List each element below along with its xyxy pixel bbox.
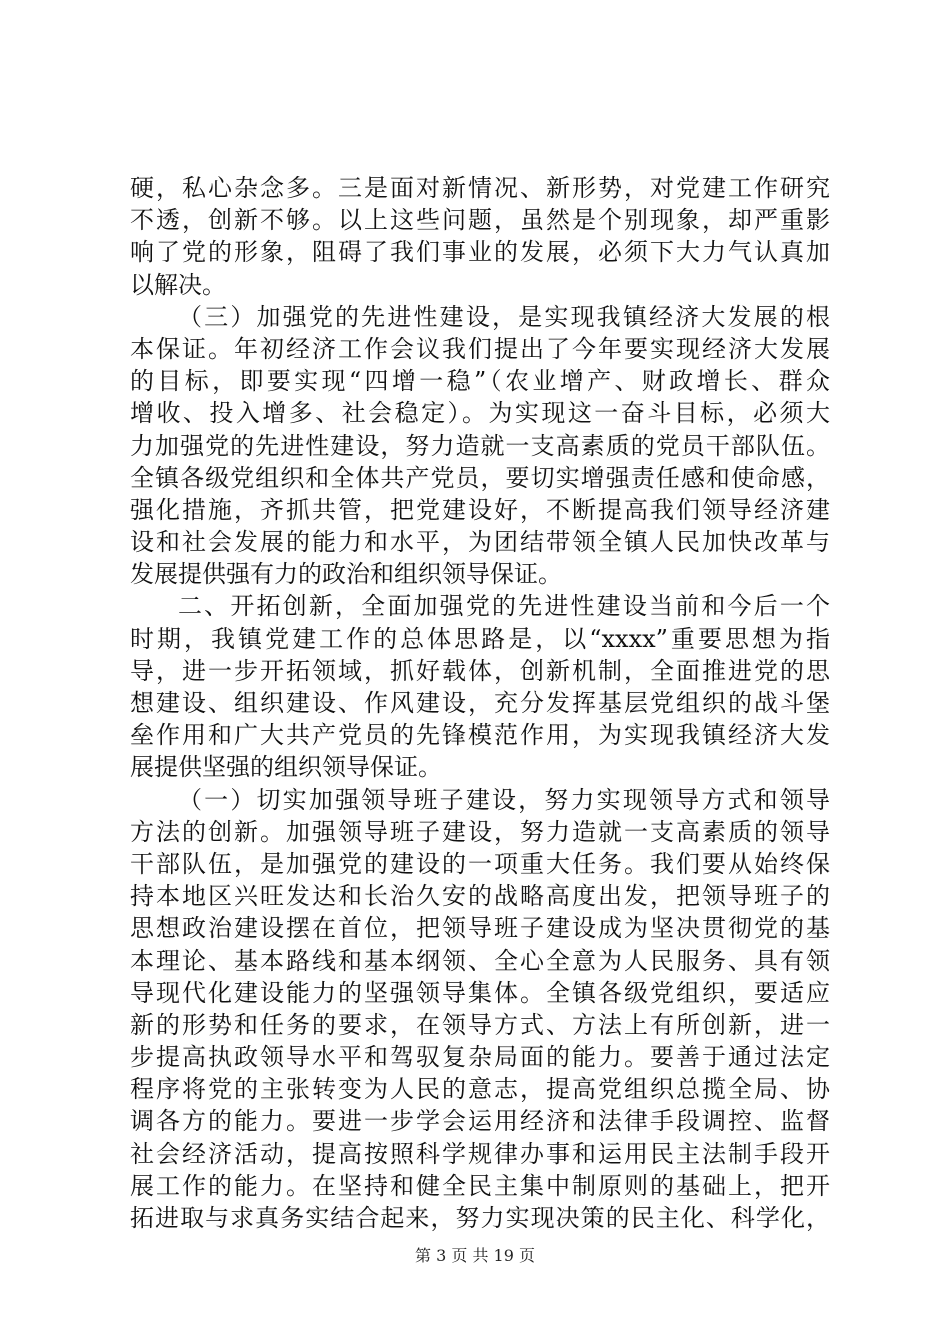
document-body [130, 172, 830, 1234]
text-line: 响了党的形象，阻碍了我们事业的发展，必须下大力气认真加 [130, 238, 830, 267]
text-line: 调各方的能力。要进一步学会运用经济和法律手段调控、监督 [130, 1107, 830, 1136]
text-line: 想建设、组织建设、作风建设，充分发挥基层党组织的战斗堡 [130, 689, 830, 717]
text-line: 本保证。年初经济工作会议我们提出了今年要实现经济大发展 [130, 334, 830, 363]
text-line: 强化措施，齐抓共管，把党建设好，不断提高我们领导经济建 [130, 495, 830, 524]
text-line: 发展提供强有力的政治和组织领导保证。 [130, 560, 562, 589]
text-line: 新的形势和任务的要求，在领导方式、方法上有所创新，进一 [130, 1010, 830, 1039]
text-line: 持本地区兴旺发达和长治久安的战略高度出发，把领导班子的 [130, 882, 830, 911]
text-line: 力加强党的先进性建设，努力造就一支高素质的党员干部队伍。 [130, 431, 830, 460]
text-line: 增收、投入增多、社会稳定）。为实现这一奋斗目标，必须大 [130, 399, 830, 428]
text-line: （三）加强党的先进性建设，是实现我镇经济大发展的根 [178, 302, 830, 331]
text-line: 的目标，即要实现“四增一稳”（农业增产、财政增长、群众 [130, 367, 830, 396]
text-line: 展提供坚强的组织领导保证。 [130, 753, 442, 782]
text-line: 导，进一步开拓领域，抓好载体，创新机制，全面推进党的思 [130, 656, 830, 685]
text-line: 本理论、基本路线和基本纲领、全心全意为人民服务、具有领 [130, 946, 830, 975]
text-line: 社会经济活动，提高按照科学规律办事和运用民主法制手段开 [130, 1139, 830, 1168]
text-line: 以解决。 [130, 270, 226, 299]
text-line: 拓进取与求真务实结合起来，努力实现决策的民主化、科学化， [130, 1204, 830, 1232]
text-line: 时期，我镇党建工作的总体思路是，以“xxxx”重要思想为指 [130, 624, 830, 653]
text-line: 设和社会发展的能力和水平，为团结带领全镇人民加快改革与 [130, 528, 830, 557]
text-line: 展工作的能力。在坚持和健全民主集中制原则的基础上，把开 [130, 1171, 830, 1200]
text-line: （一）切实加强领导班子建设，努力实现领导方式和领导 [178, 785, 830, 814]
text-line: 干部队伍，是加强党的建设的一项重大任务。我们要从始终保 [130, 849, 830, 878]
text-line: 步提高执政领导水平和驾驭复杂局面的能力。要善于通过法定 [130, 1043, 830, 1072]
text-line: 思想政治建设摆在首位，把领导班子建设成为坚决贯彻党的基 [130, 914, 830, 943]
text-line: 导现代化建设能力的坚强领导集体。全镇各级党组织，要适应 [130, 978, 830, 1007]
text-line: 程序将党的主张转变为人民的意志，提高党组织总揽全局、协 [130, 1075, 830, 1104]
text-line: 垒作用和广大共产党员的先锋模范作用，为实现我镇经济大发 [130, 721, 830, 750]
page-number-footer: 第 3 页 共 19 页 [415, 1246, 535, 1265]
text-line: 方法的创新。加强领导班子建设，努力造就一支高素质的领导 [130, 817, 830, 846]
text-line: 全镇各级党组织和全体共产党员，要切实增强责任感和使命感， [130, 463, 830, 492]
text-line: 不透，创新不够。以上这些问题，虽然是个别现象，却严重影 [130, 206, 830, 235]
text-line: 二、开拓创新，全面加强党的先进性建设当前和今后一个 [178, 592, 830, 621]
text-line: 硬，私心杂念多。三是面对新情况、新形势，对党建工作研究 [130, 174, 830, 202]
